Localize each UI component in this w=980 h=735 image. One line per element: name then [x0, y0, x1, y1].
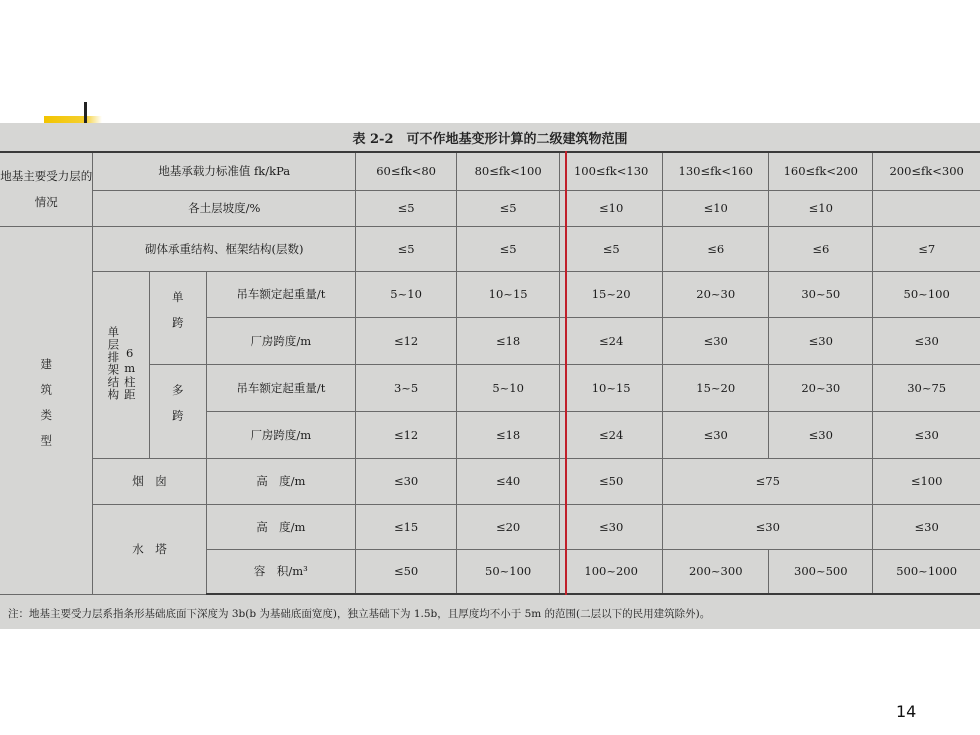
chimney-label: 烟 囱	[93, 458, 206, 505]
tower-height-label: 高 度/m	[206, 505, 356, 550]
chimney-value: ≤50	[560, 458, 663, 505]
masonry-label: 砌体承重结构、框架结构(层数)	[93, 226, 356, 271]
single-crane-value: 50~100	[873, 271, 980, 318]
single-crane-value: 5~10	[356, 271, 457, 318]
masonry-value: ≤7	[873, 226, 980, 271]
single-crane-value: 20~30	[663, 271, 769, 318]
chimney-value: ≤75	[663, 458, 873, 505]
frame-structure-label: 单层排架结构	[106, 325, 121, 401]
tower-volume-label: 容 积/m³	[206, 549, 356, 594]
tower-height-value: ≤30	[560, 505, 663, 550]
tower-height-value: ≤15	[356, 505, 457, 550]
bearing-range: 80≤fk<100	[457, 152, 560, 190]
multi-crane-value: 3~5	[356, 365, 457, 412]
tower-height-value: ≤30	[663, 505, 873, 550]
tower-height-value: ≤20	[457, 505, 560, 550]
frame-structure-cell	[93, 271, 150, 458]
slope-value: ≤10	[663, 190, 769, 226]
masonry-value: ≤5	[356, 226, 457, 271]
slope-value-empty	[873, 190, 980, 226]
chimney-value: ≤100	[873, 458, 980, 505]
crane-capacity-label: 吊车额定起重量/t	[206, 271, 356, 318]
crane-capacity-label: 吊车额定起重量/t	[206, 365, 356, 412]
tower-volume-value: 300~500	[769, 549, 873, 594]
multi-span-value: ≤30	[873, 411, 980, 458]
bearing-capacity-label: 地基承载力标准值 fk/kPa	[93, 152, 356, 190]
table-title: 表 2-2 可不作地基变形计算的二级建筑物范围	[352, 132, 628, 147]
multi-crane-value: 15~20	[663, 365, 769, 412]
multi-span-value: ≤18	[457, 411, 560, 458]
single-crane-value: 10~15	[457, 271, 560, 318]
slope-value: ≤10	[769, 190, 873, 226]
multi-span-value: ≤24	[560, 411, 663, 458]
title-accent-tick	[84, 102, 87, 124]
column-spacing-label: 6m柱距	[122, 345, 137, 401]
single-span-value: ≤30	[769, 318, 873, 365]
slope-value: ≤5	[356, 190, 457, 226]
chimney-height-label: 高 度/m	[206, 458, 356, 505]
multi-crane-value: 10~15	[560, 365, 663, 412]
bearing-range: 200≤fk<300	[873, 152, 980, 190]
slope-label: 各土层坡度/%	[93, 190, 356, 226]
single-crane-value: 15~20	[560, 271, 663, 318]
multi-span-value: ≤30	[663, 411, 769, 458]
masonry-value: ≤6	[769, 226, 873, 271]
table-footnote: 注：地基主要受力层系指条形基础底面下深度为 3b(b 为基础底面宽度)，独立基础下为 1.5b，且厚度均不小于 5m 的范围(二层以下的民用建筑除外)。	[8, 608, 711, 620]
tower-height-value: ≤30	[873, 505, 980, 550]
multi-crane-value: 20~30	[769, 365, 873, 412]
foundation-group-label: 地基主要受力层的情况	[0, 152, 93, 226]
factory-span-label: 厂房跨度/m	[206, 411, 356, 458]
slope-value: ≤5	[457, 190, 560, 226]
chimney-value: ≤40	[457, 458, 560, 505]
multi-span-label: 多跨	[170, 384, 185, 436]
masonry-value: ≤6	[663, 226, 769, 271]
factory-span-label: 厂房跨度/m	[206, 318, 356, 365]
multi-span-cell	[150, 365, 207, 459]
bearing-range: 160≤fk<200	[769, 152, 873, 190]
highlight-divider-line	[565, 151, 567, 595]
single-span-value: ≤30	[873, 318, 980, 365]
single-span-value: ≤12	[356, 318, 457, 365]
single-span-label: 单跨	[170, 290, 185, 342]
tower-volume-value: ≤50	[356, 549, 457, 594]
multi-span-value: ≤30	[769, 411, 873, 458]
tower-volume-value: 500~1000	[873, 549, 980, 594]
tower-volume-value: 100~200	[560, 549, 663, 594]
single-span-value: ≤30	[663, 318, 769, 365]
single-span-value: ≤24	[560, 318, 663, 365]
single-span-cell	[150, 271, 207, 365]
tower-volume-value: 200~300	[663, 549, 769, 594]
multi-crane-value: 30~75	[873, 365, 980, 412]
bearing-range: 100≤fk<130	[560, 152, 663, 190]
single-crane-value: 30~50	[769, 271, 873, 318]
slope-value: ≤10	[560, 190, 663, 226]
masonry-value: ≤5	[457, 226, 560, 271]
page-number: 14	[896, 702, 917, 721]
water-tower-label: 水 塔	[93, 505, 206, 594]
tower-volume-value: 50~100	[457, 549, 560, 594]
chimney-value: ≤30	[356, 458, 457, 505]
building-type-label: 建筑类型	[39, 357, 54, 460]
bearing-range: 130≤fk<160	[663, 152, 769, 190]
single-span-value: ≤18	[457, 318, 560, 365]
building-type-group	[0, 226, 93, 594]
masonry-value: ≤5	[560, 226, 663, 271]
building-range-table	[0, 151, 980, 595]
multi-span-value: ≤12	[356, 411, 457, 458]
bearing-range: 60≤fk<80	[356, 152, 457, 190]
multi-crane-value: 5~10	[457, 365, 560, 412]
